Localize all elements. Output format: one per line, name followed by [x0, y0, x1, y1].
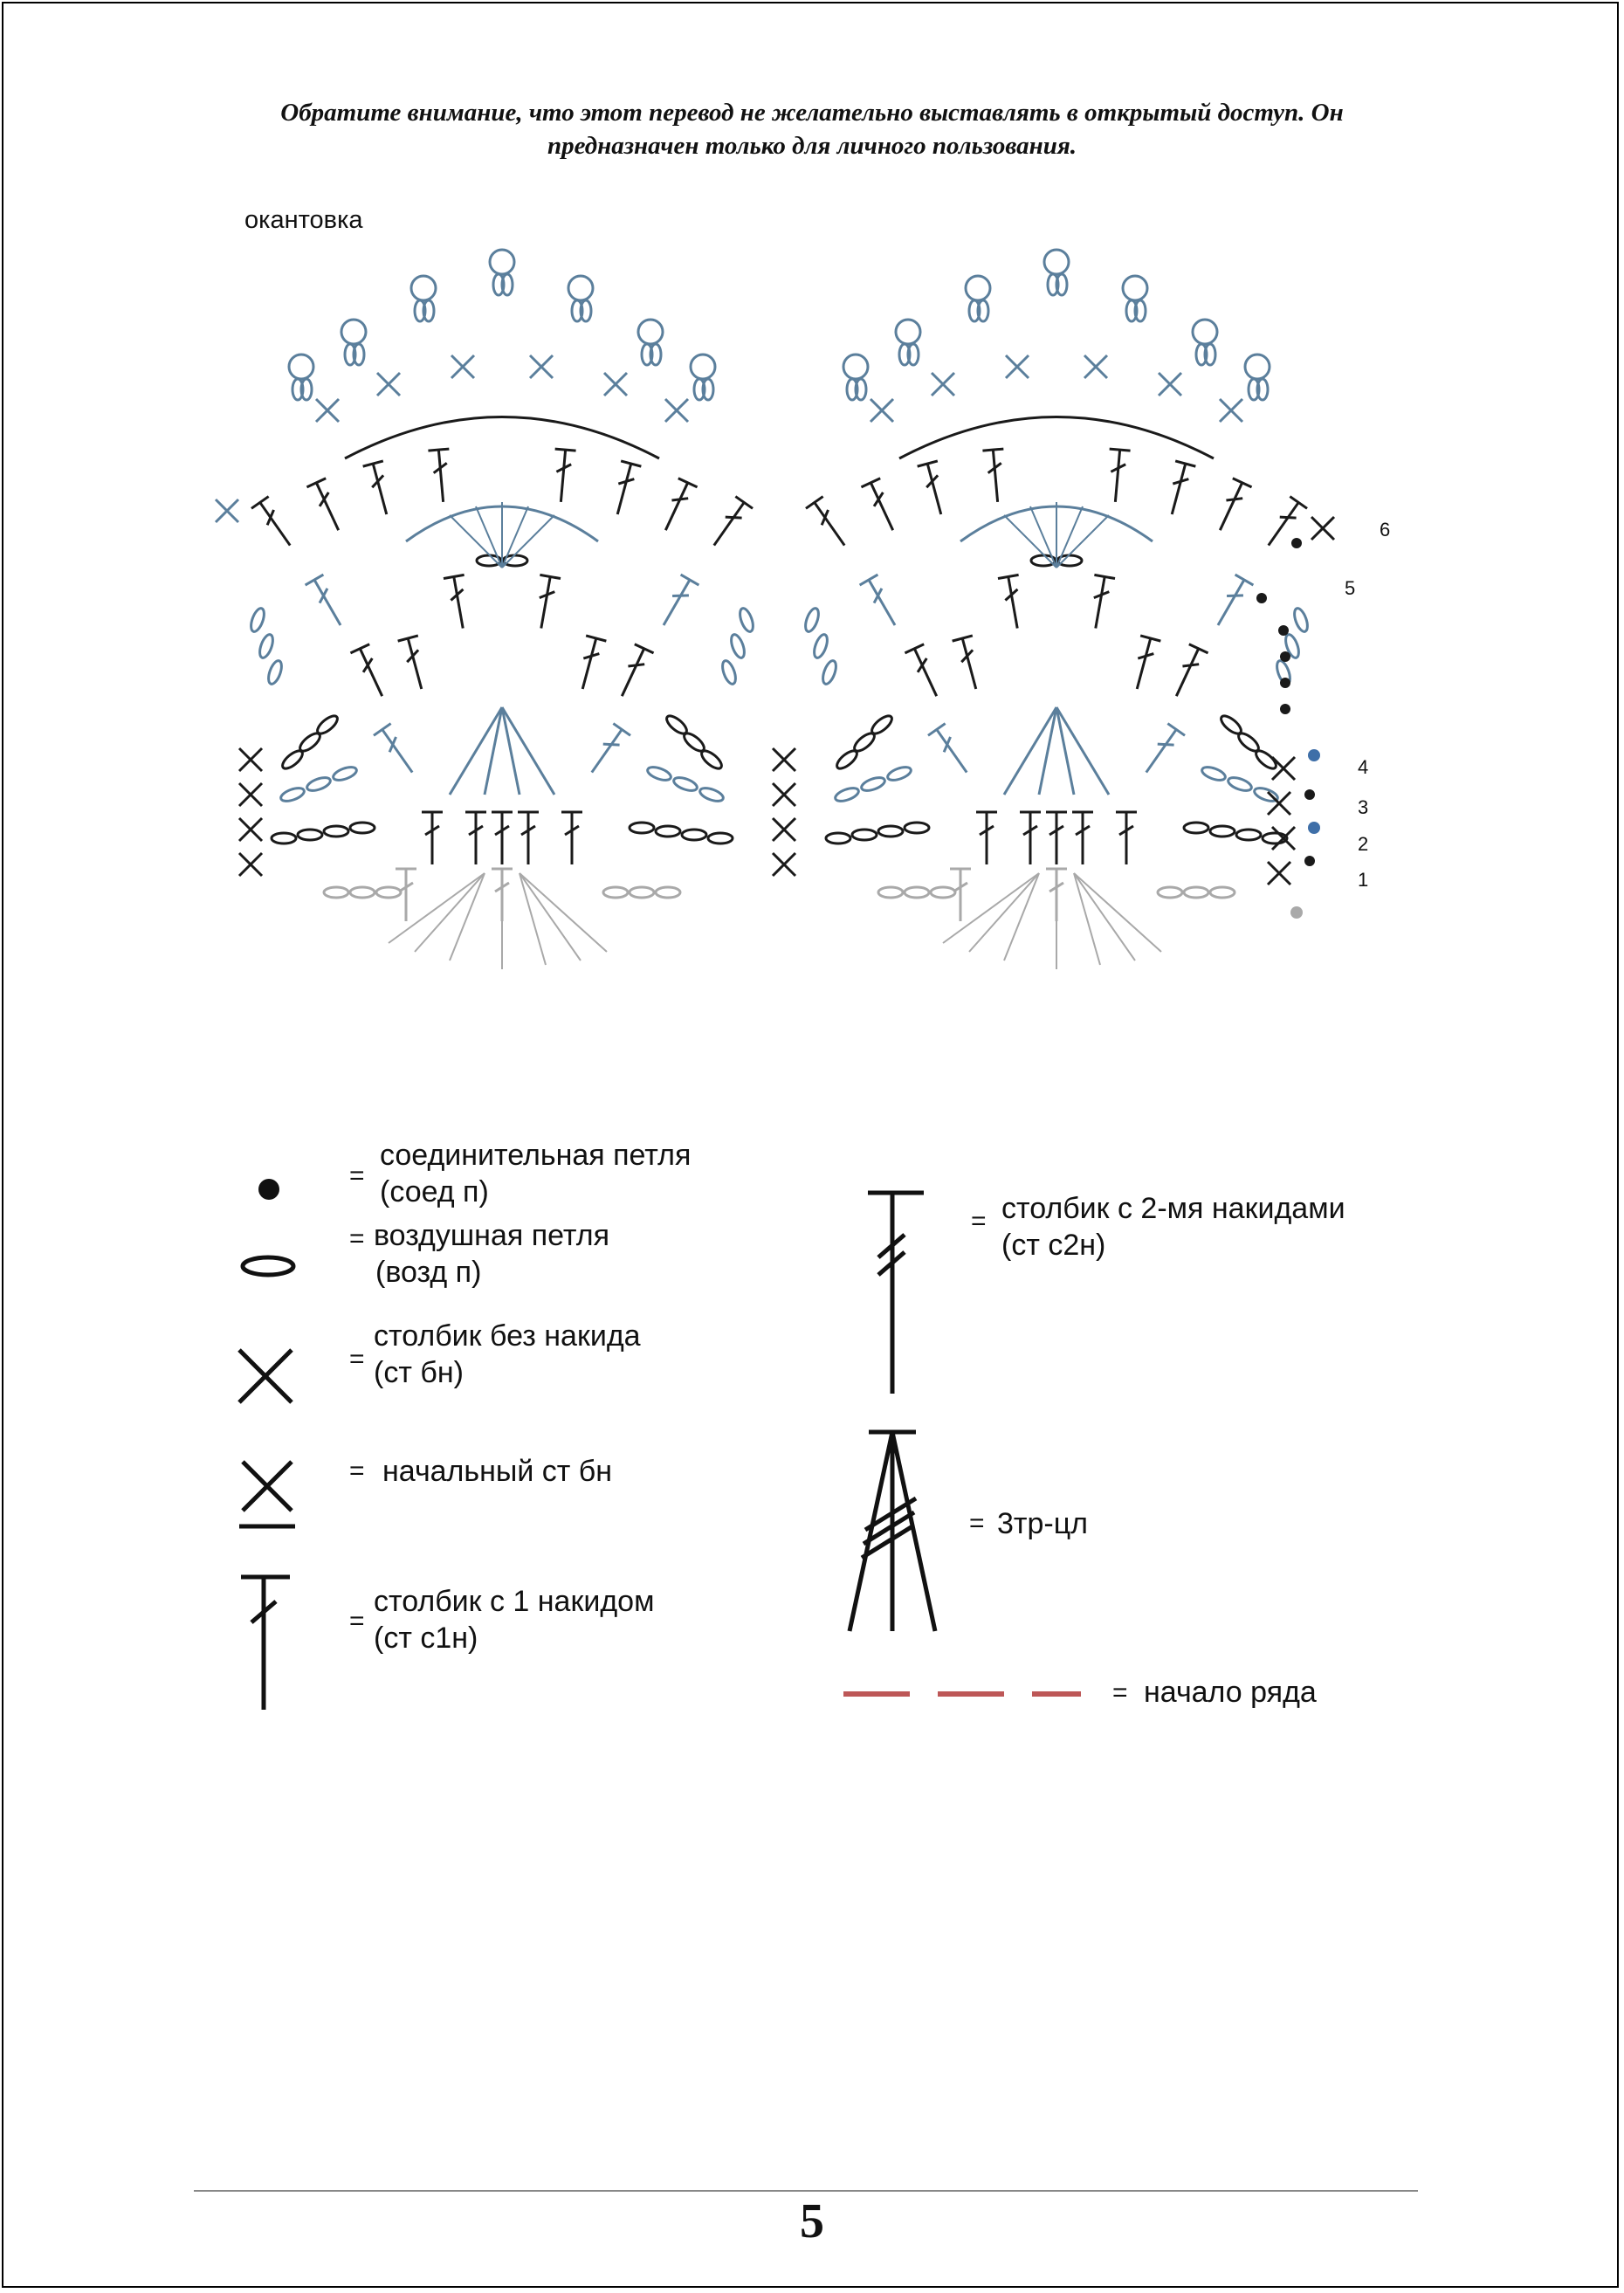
left-edge-sc [239, 748, 262, 876]
row-start-eq: = [1112, 1678, 1128, 1707]
row-label-6: 6 [1380, 519, 1391, 541]
cluster-icon [843, 1425, 940, 1635]
single-crochet-eq: = [349, 1345, 365, 1374]
single-crochet-label: столбик без накида (ст бн) [374, 1319, 641, 1389]
row-label-1: 1 [1358, 869, 1369, 891]
footer-rule [194, 2190, 1418, 2192]
row-label-2: 2 [1358, 833, 1369, 855]
cluster-eq: = [969, 1509, 985, 1538]
slip-stitch-eq: = [349, 1161, 365, 1190]
treble-crochet-icon [864, 1188, 927, 1397]
double-crochet-eq: = [349, 1607, 365, 1635]
chain-icon [237, 1250, 299, 1282]
starting-sc-icon [237, 1456, 297, 1535]
treble-crochet-label: столбик с 2-мя накидами (ст с2н) [1001, 1192, 1345, 1262]
notice-line-1: Обратите внимание, что этот перевод не желательно выставлять в открытый доступ. Он [280, 99, 1344, 127]
row-label-3: 3 [1358, 796, 1369, 818]
row-label-4: 4 [1358, 756, 1369, 778]
chain-label: воздушная петля (возд п) [374, 1219, 609, 1289]
right-edge-sc [1268, 517, 1334, 885]
starting-sc-eq: = [349, 1456, 365, 1485]
chart-motif-left [249, 250, 756, 969]
privacy-notice [201, 96, 1423, 162]
single-crochet-icon [234, 1345, 297, 1408]
chain-eq: = [349, 1224, 365, 1253]
slip-stitch-dots [1256, 538, 1320, 919]
double-crochet-icon [237, 1572, 293, 1713]
slip-stitch-label: соединительная петля (соед п) [380, 1139, 692, 1208]
crochet-chart [201, 236, 1423, 1022]
chart-title: окантовка [244, 206, 363, 234]
middle-edge-sc [773, 748, 795, 876]
slip-stitch-icon [251, 1172, 286, 1207]
row-start-label: начало ряда [1144, 1676, 1317, 1709]
row-start-icon [840, 1687, 1084, 1701]
page-number: 5 [800, 2194, 824, 2248]
row-label-5: 5 [1345, 577, 1356, 599]
cluster-label: 3тр-цл [997, 1507, 1089, 1540]
treble-crochet-eq: = [971, 1207, 987, 1236]
starting-sc-label: начальный ст бн [382, 1455, 613, 1488]
left-top-sc [216, 499, 238, 522]
notice-line-2: предназначен только для личного пользования. [547, 132, 1077, 160]
double-crochet-label: столбик с 1 накидом (ст с1н) [374, 1585, 655, 1655]
chart-motif-right [803, 250, 1311, 969]
